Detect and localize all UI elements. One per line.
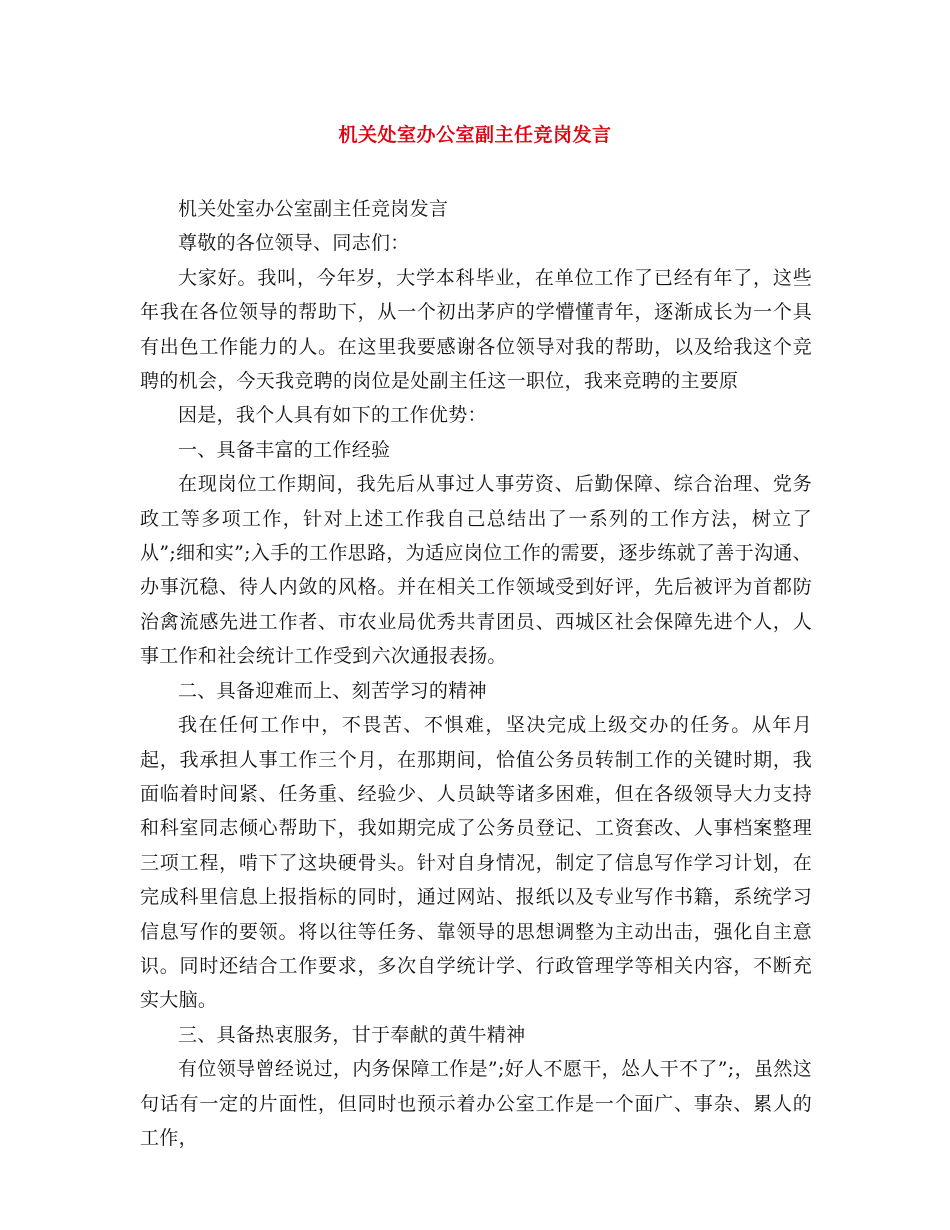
paragraph-introduction: 大家好。我叫，今年岁，大学本科毕业，在单位工作了已经有年了，这些年我在各位领导的帮助下，从一个初出茅庐的学懵懂青年，逐渐成长为一个具有出色工作能力的人。在这里我要感谢各位领导对我的帮助，以及给我这个竞聘的机会，今天我竞聘的岗位是处副主任这一职位，我来竞聘的主要原 — [140, 266, 812, 393]
document-body — [140, 192, 812, 1155]
paragraph-salutation: 尊敬的各位领导、同志们： — [178, 232, 410, 255]
paragraph-learning: 我在任何工作中，不畏苦、不惧难，坚决完成上级交办的任务。从年月起，我承担人事工作三个月，在那期间，恰值公务员转制工作的关键时期，我面临着时间紧、任务重、经验少、人员缺等诸多困难，但在各级领导大力支持和科室同志倾心帮助下，我如期完成了公务员登记、工资套改、人事档案整理三项工程，啃下了这块硬骨头。针对自身情况，制定了信息写作学习计划，在完成科里信息上报指标的同时，通过网站、报纸以及专业写作书籍，系统学习信息写作的要领。将以往等任务、靠领导的思想调整为主动出击，强化自主意识。同时还结合工作要求，多次自学统计学、行政管理学等相关内容，不断充实大脑。 — [140, 714, 812, 1012]
paragraph-service: 有位领导曾经说过，内务保障工作是”;好人不愿干，怂人干不了”;，虽然这句话有一定的片面性，但同时也预示着办公室工作是一个面广、事杂、累人的工作， — [140, 1058, 812, 1149]
document-title: 机关处室办公室副主任竞岗发言 — [338, 124, 612, 146]
paragraph-experience: 在现岗位工作期间，我先后从事过人事劳资、后勤保障、综合治理、党务政工等多项工作，针对上述工作我自己总结出了一系列的工作方法，树立了从”;细和实”;入手的工作思路，为适应岗位工作的需要，逐步练就了善于沟通、办事沉稳、待人内敛的风格。并在相关工作领域受到好评，先后被评为首都防治禽流感先进工作者、市农业局优秀共青团员、西城区社会保障先进个人，人事工作和社会统计工作受到六次通报表扬。 — [140, 473, 812, 668]
section-heading-experience: 一、具备丰富的工作经验 — [178, 438, 391, 461]
section-heading-service: 三、具备热衷服务，甘于奉献的黄牛精神 — [178, 1023, 526, 1046]
paragraph-heading-repeat: 机关处室办公室副主任竞岗发言 — [178, 198, 449, 220]
paragraph-reason: 因是，我个人具有如下的工作优势： — [178, 404, 487, 427]
section-heading-learning: 二、具备迎难而上、刻苦学习的精神 — [178, 679, 487, 702]
